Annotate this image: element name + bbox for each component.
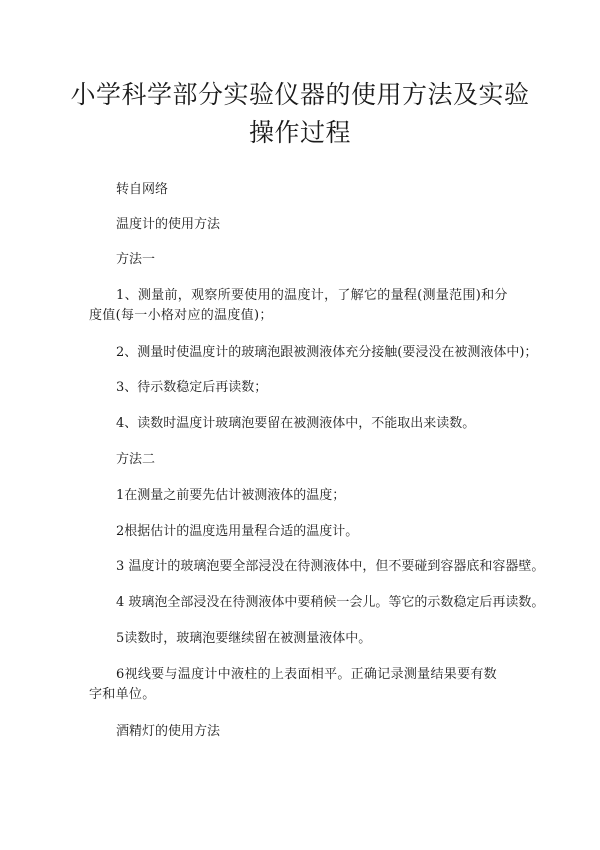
method-two-step-1: 1在测量之前要先估计被测液体的温度；	[116, 488, 346, 503]
document-title: 小学科学部分实验仪器的使用方法及实验操作过程	[70, 80, 530, 147]
method-two-step-5: 5读数时，玻璃泡要继续留在被测量液体中。	[116, 631, 372, 646]
method-one-step-2: 2、测量时使温度计的玻璃泡跟被测液体充分接触(要浸没在被测液体中)；	[116, 345, 538, 360]
source-note: 转自网络	[116, 182, 169, 197]
method-two-heading: 方法二	[116, 452, 156, 467]
method-one-step-4: 4、读数时温度计玻璃泡要留在被测液体中，不能取出来读数。	[116, 416, 476, 431]
method-two-step-4: 4 玻璃泡全部浸没在待测液体中要稍候一会儿。等它的示数稳定后再读数。	[116, 595, 545, 610]
method-two-step-6: 6视线要与温度计中液柱的上表面相平。正确记录测量结果要有数字和单位。	[89, 667, 497, 702]
method-one-heading: 方法一	[116, 252, 156, 267]
section-heading-thermometer: 温度计的使用方法	[116, 217, 221, 232]
method-one-step-3: 3、待示数稳定后再读数；	[116, 380, 268, 395]
section-heading-alcohol-lamp: 酒精灯的使用方法	[116, 724, 221, 739]
method-two-step-2: 2根据估计的温度选用量程合适的温度计。	[116, 524, 359, 539]
method-one-step-1: 1、测量前，观察所要使用的温度计，了解它的量程(测量范围)和分度值(每一小格对应的温度值)；	[89, 288, 508, 323]
method-two-step-3: 3 温度计的玻璃泡要全部浸没在待测液体中，但不要碰到容器底和容器壁。	[116, 559, 545, 574]
